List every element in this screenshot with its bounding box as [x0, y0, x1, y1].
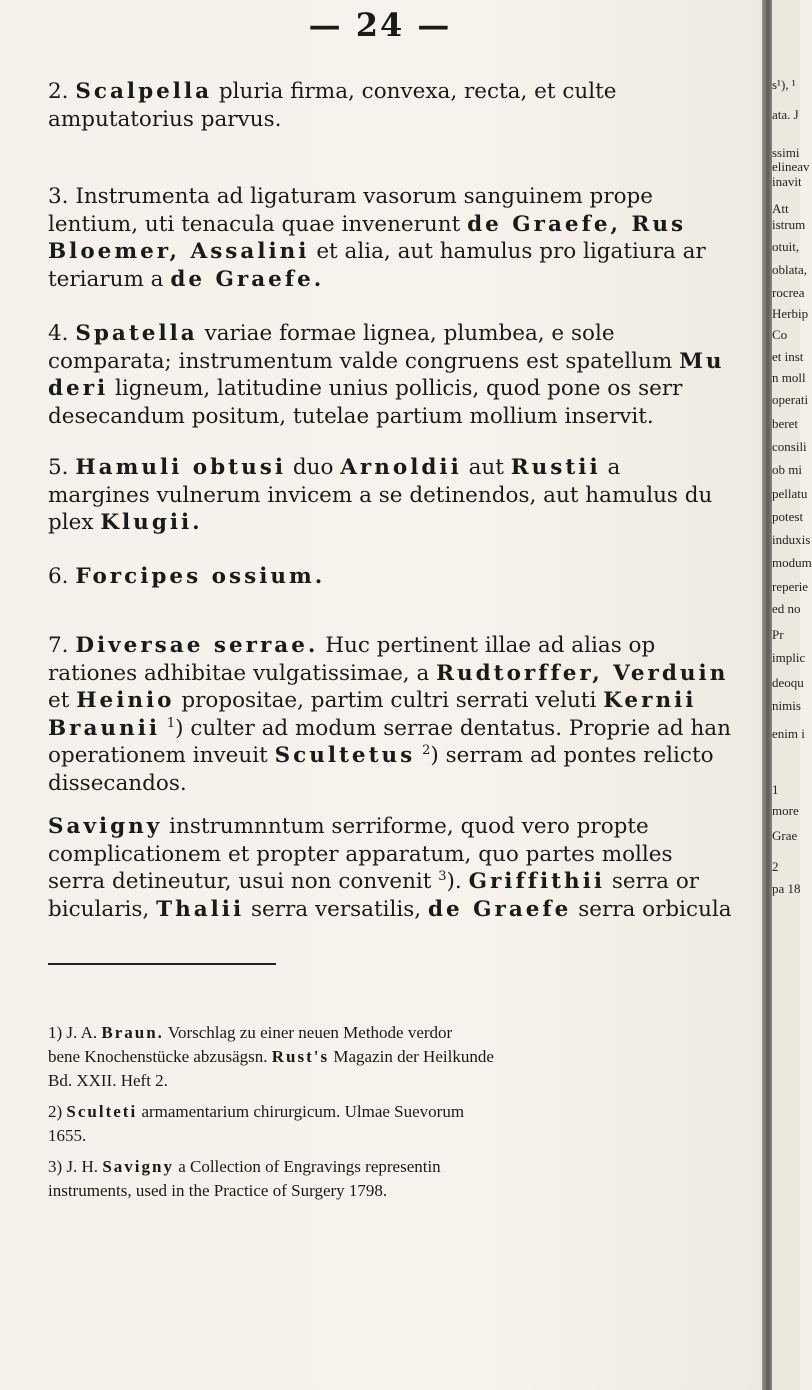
paragraph: [48, 183, 764, 293]
text-line: [48, 563, 764, 591]
spaced-name: Arnoldii: [340, 455, 462, 480]
text-run: 1655.: [48, 1126, 87, 1145]
text-run: [160, 716, 167, 741]
text-run: propositae, partim cultri serrati veluti: [174, 688, 604, 713]
text-run: et alia, aut hamulus pro ligatiura ar: [309, 239, 706, 264]
text-run: instruments, used in the Practice of Surgery 1798.: [48, 1181, 388, 1200]
text-line: [48, 454, 764, 482]
text-run: operationem inveuit: [48, 743, 275, 768]
book-gutter: [762, 0, 772, 1390]
text-line: [48, 320, 764, 348]
facing-page-fragment: inavit: [772, 174, 802, 189]
text-line: [48, 841, 764, 869]
facing-page-fragment: ata. J: [772, 107, 799, 122]
text-line: [48, 868, 764, 896]
spaced-name: Scalpella: [75, 79, 213, 104]
text-line: [48, 78, 764, 106]
facing-page-fragment: deoqu: [772, 675, 804, 690]
facing-page-fragment: rocrea: [772, 285, 805, 300]
spaced-name: Savigny: [48, 814, 163, 839]
footnote-ref: 2: [422, 742, 431, 758]
text-block: [48, 0, 764, 1390]
facing-page-fragment: oblata,: [772, 262, 808, 277]
facing-page-fragment: ob mi: [772, 462, 802, 477]
facing-page-fragment: potest: [772, 509, 804, 524]
footnote: [48, 1021, 764, 1093]
text-run: complicationem et propter apparatum, quo partes molles: [48, 841, 673, 867]
text-run: ).: [446, 869, 469, 894]
facing-page-fragment: enim i: [772, 726, 805, 741]
spaced-name: Klugii.: [100, 510, 203, 535]
text-run: 4.: [48, 321, 76, 346]
spaced-name: Heinio: [76, 688, 175, 713]
spaced-name: Bloemer, Assalini: [48, 239, 310, 264]
spaced-name: deri: [48, 376, 109, 401]
spaced-name: Mu: [679, 348, 725, 374]
facing-page-fragment: nimis: [772, 698, 801, 713]
text-run: 2.: [48, 79, 76, 104]
spaced-name: Forcipes ossium.: [75, 564, 326, 589]
facing-page-fragment: ed no: [772, 601, 801, 616]
text-line: [48, 1045, 764, 1069]
text-run: a Collection of Engravings representin: [173, 1157, 441, 1176]
spaced-name: Scultetus: [274, 743, 416, 768]
spaced-name: Rust's: [271, 1047, 330, 1066]
text-run: serra orbicula: [571, 896, 732, 922]
facing-page-fragment: beret: [772, 416, 798, 431]
text-run: duo: [286, 455, 341, 480]
facing-page-fragment: pa 18: [772, 881, 801, 896]
text-run: pluria firma, convexa, recta, et culte: [212, 79, 617, 104]
text-run: dissecandos.: [48, 770, 187, 796]
text-line: [48, 1179, 764, 1203]
facing-page-fragment: reperie: [772, 579, 809, 594]
text-line: [48, 266, 764, 294]
spaced-name: de Graefe, Rus: [467, 211, 687, 237]
text-run: Vorschlag zu einer neuen Methode verdor: [163, 1023, 453, 1042]
text-run: Bd. XXII. Heft 2.: [48, 1071, 168, 1090]
text-run: 1) J. A.: [48, 1023, 102, 1042]
facing-page-fragment: Pr: [772, 627, 784, 642]
text-line: [48, 403, 764, 431]
text-run: serra or: [605, 869, 700, 894]
text-line: [48, 1100, 764, 1124]
text-run: bicularis,: [48, 896, 157, 922]
text-line: [48, 211, 764, 239]
text-run: lentium, uti tenacula quae invenerunt: [48, 211, 468, 237]
facing-page-fragment: consili: [772, 439, 807, 454]
facing-page-fragment: Herbip: [772, 306, 809, 321]
text-line: [48, 660, 764, 688]
paragraph: [48, 320, 764, 430]
spaced-name: Kernii: [603, 688, 697, 713]
text-line: [48, 1155, 764, 1179]
spaced-name: Griffithii: [468, 869, 606, 894]
facing-page-fragment: istrum: [772, 217, 806, 232]
text-line: [48, 1124, 764, 1148]
footnote-ref: 3: [438, 868, 447, 884]
facing-page-fragment: n moll: [772, 370, 806, 385]
footnote-ref: 1: [166, 715, 176, 731]
text-run: ) serram ad pontes relicto: [430, 743, 714, 768]
text-run: bene Knochenstücke abzusägsn.: [48, 1047, 272, 1066]
paragraph: [48, 78, 764, 133]
text-line: [48, 1069, 764, 1093]
facing-page-fragment: Att: [772, 201, 789, 216]
facing-page-fragment: Co: [772, 327, 788, 342]
text-run: armamentarium chirurgicum. Ulmae Suevorum: [137, 1102, 465, 1121]
text-run: et: [48, 688, 77, 713]
spaced-name: Sculteti: [66, 1102, 138, 1121]
text-run: plex: [48, 510, 101, 535]
text-run: 3) J. H.: [48, 1157, 103, 1176]
text-line: [48, 1021, 764, 1045]
text-line: [48, 687, 764, 715]
text-line: [48, 715, 764, 743]
text-line: [48, 813, 764, 841]
text-run: desecandum positum, tutelae partium mollium inservit.: [48, 403, 654, 429]
text-run: 2): [48, 1102, 67, 1121]
spaced-name: Thalii: [156, 896, 245, 922]
facing-page-fragment: operati: [772, 392, 809, 407]
spaced-name: Braun.: [101, 1023, 164, 1042]
text-run: serra detineutur, usui non convenit: [48, 869, 439, 894]
text-run: comparata; instrumentum valde congruens est spatellum: [48, 348, 680, 374]
text-line: [48, 896, 764, 924]
spaced-name: de Graefe.: [170, 266, 325, 292]
text-line: [48, 482, 764, 510]
spaced-name: Savigny: [102, 1157, 174, 1176]
facing-page-fragment: pellatu: [772, 486, 808, 501]
facing-page-fragment: Grae: [772, 828, 798, 843]
paragraph: [48, 563, 764, 591]
text-run: variae formae lignea, plumbea, e sole: [197, 321, 615, 346]
footnote: [48, 1100, 764, 1148]
text-run: 7.: [48, 633, 76, 658]
text-run: amputatorius parvus.: [48, 106, 282, 132]
paragraph: [48, 454, 764, 537]
text-run: instrumnntum serriforme, quod vero propte: [162, 814, 649, 839]
spaced-name: Diversae serrae.: [75, 633, 319, 658]
paragraph: [48, 813, 764, 923]
facing-page-fragment: modum: [772, 555, 812, 570]
facing-page-fragment: induxis: [772, 532, 811, 547]
text-line: [48, 106, 764, 134]
text-run: serra versatilis,: [244, 896, 428, 922]
facing-page-fragment: ssimi: [772, 145, 800, 160]
text-line: [48, 238, 764, 266]
facing-page-fragment: otuit,: [772, 239, 800, 254]
spaced-name: Braunii: [48, 715, 161, 741]
facing-page-margin: [772, 0, 812, 1390]
text-line: [48, 509, 764, 537]
text-line: [48, 348, 764, 376]
text-run: 6.: [48, 564, 76, 589]
text-run: Huc pertinent illae ad alias op: [318, 633, 656, 658]
spaced-name: de Graefe: [427, 896, 572, 922]
paragraph: [48, 632, 764, 797]
text-run: ligneum, latitudine unius pollicis, quod pone os serr: [108, 376, 683, 401]
text-line: [48, 742, 764, 770]
text-run: rationes adhibitae vulgatissimae, a: [48, 660, 437, 686]
text-line: [48, 183, 764, 211]
text-run: aut: [461, 455, 511, 480]
text-run: teriarum a: [48, 266, 171, 292]
page-number: — 24 —: [308, 6, 452, 44]
spaced-name: Spatella: [75, 321, 198, 346]
facing-page-fragment: 2: [772, 859, 779, 874]
spaced-name: Rudtorffer, Verduin: [436, 660, 729, 686]
facing-page-fragment: elineav: [772, 159, 810, 174]
facing-page-fragment: et inst: [772, 349, 804, 364]
text-run: 3. Instrumenta ad ligaturam vasorum sanguinem prope: [48, 184, 654, 209]
facing-page-fragment: s¹), ¹: [772, 77, 796, 92]
text-run: 5.: [48, 455, 76, 480]
text-line: [48, 375, 764, 403]
facing-page-fragment: implic: [772, 650, 806, 665]
footnote: [48, 1155, 764, 1203]
text-line: [48, 632, 764, 660]
text-run: margines vulnerum invicem a se detinendos, aut hamulus du: [48, 482, 713, 508]
footnote-rule: [48, 963, 276, 965]
text-run: Magazin der Heilkunde: [329, 1047, 494, 1066]
facing-page-fragment: more: [772, 803, 799, 818]
text-run: ) culter ad modum serrae dentatus. Proprie ad han: [175, 715, 731, 741]
facing-page-fragment: 1: [772, 782, 779, 797]
spaced-name: Rustii: [510, 455, 601, 480]
text-line: [48, 770, 764, 798]
spaced-name: Hamuli obtusi: [75, 455, 287, 480]
text-run: a: [600, 455, 621, 480]
